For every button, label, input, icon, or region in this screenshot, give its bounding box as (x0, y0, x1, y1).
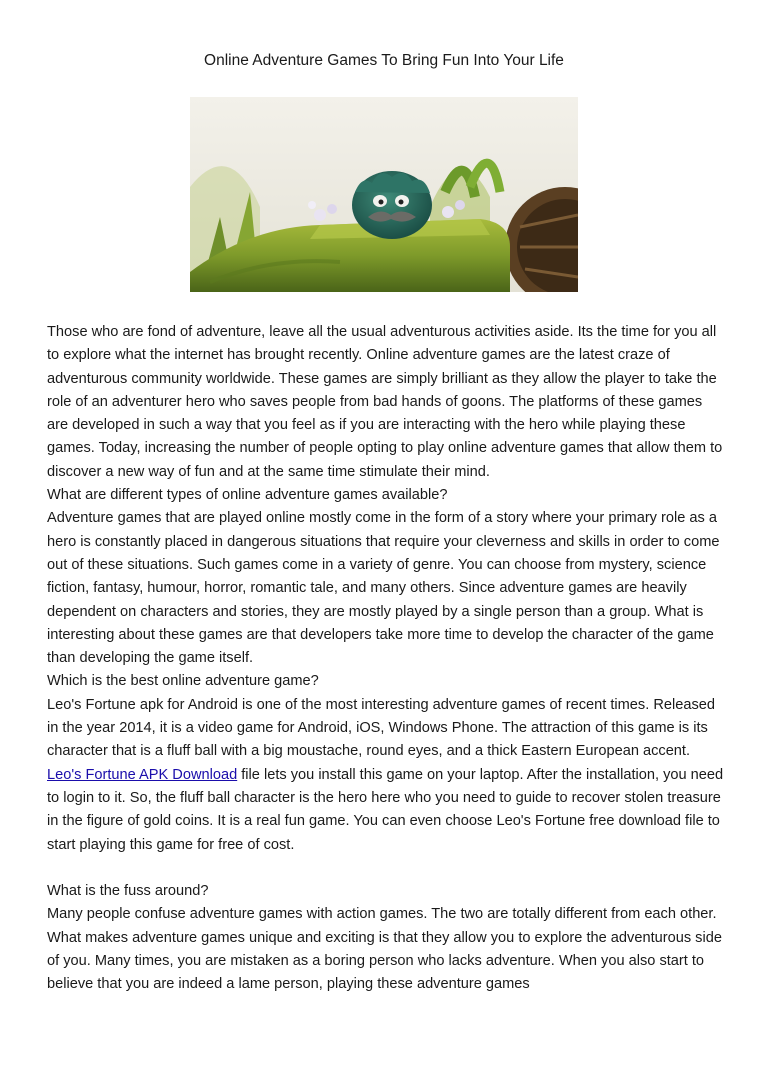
fuss-paragraph: Many people confuse adventure games with action games. The two are totally different from each other. What makes adventure games unique and exciting is that they allow you to explore the adventurous side of you. Many times, you are mistaken as a boring person who lacks adventure. When you also start to believe that you are indeed a lame person, playing these adventure games (47, 906, 722, 993)
heading-types: What are different types of online adventure games available? (47, 487, 448, 504)
intro-paragraph: Those who are fond of adventure, leave all the usual adventurous activities aside. Its the time for you all to explore what the internet has brought recently. Online adventure games are the latest craze of adventurous community worldwide. These games are simply brilliant as they allow the player to take the role of an adventurer hero who saves people from bad hands of goons. The platforms of these games are developed in such a way that you feel as if you are interacting with the hero while playing these games. Today, increasing the number of people opting to play online adventure games that allow them to discover a new way of fun and at the same time stimulate their mind. (47, 324, 723, 480)
fluff-ball-illustration (190, 97, 578, 292)
document-title: Online Adventure Games To Bring Fun Into Your Life (204, 52, 564, 69)
best-text-before: Leo's Fortune apk for Android is one of the most interesting adventure games of recent times. Released in the year 2014, it is a video game for Android, iOS, Windows Phone. The attraction of this game is its character that is a fluff ball with a big moustache, round eyes, and a thick Eastern European accent. (47, 696, 715, 760)
heading-fuss: What is the fuss around? (47, 883, 209, 900)
article-body (47, 321, 727, 997)
types-paragraph: Adventure games that are played online mostly come in the form of a story where your primary role as a hero is constantly placed in dangerous situations that require your cleverness and skills in order to come out of these situations. Such games come in a variety of genre. You can choose from mystery, science fiction, fantasy, humour, horror, romantic tale, and many others. Since adventure games are heavily dependent on characters and stories, they are mostly played by a single person than a group. What is interesting about these games are that developers take more time to develop the character of the game than developing the game itself. (47, 510, 720, 667)
leos-fortune-download-link[interactable]: Leo's Fortune APK Download (47, 766, 238, 783)
hero-image (190, 97, 578, 292)
best-text-after: file lets you install this game on your laptop. After the installation, you need to login to it. So, the fluff ball character is the hero here who you need to guide to recover stolen treasure in the figure of gold coins. It is a real fun game. You can even choose Leo's Fortune free download file to start playing this game for free of cost. (47, 766, 724, 853)
paragraph-spacer (47, 857, 727, 880)
best-paragraph (47, 694, 727, 857)
heading-best: Which is the best online adventure game? (47, 673, 319, 690)
